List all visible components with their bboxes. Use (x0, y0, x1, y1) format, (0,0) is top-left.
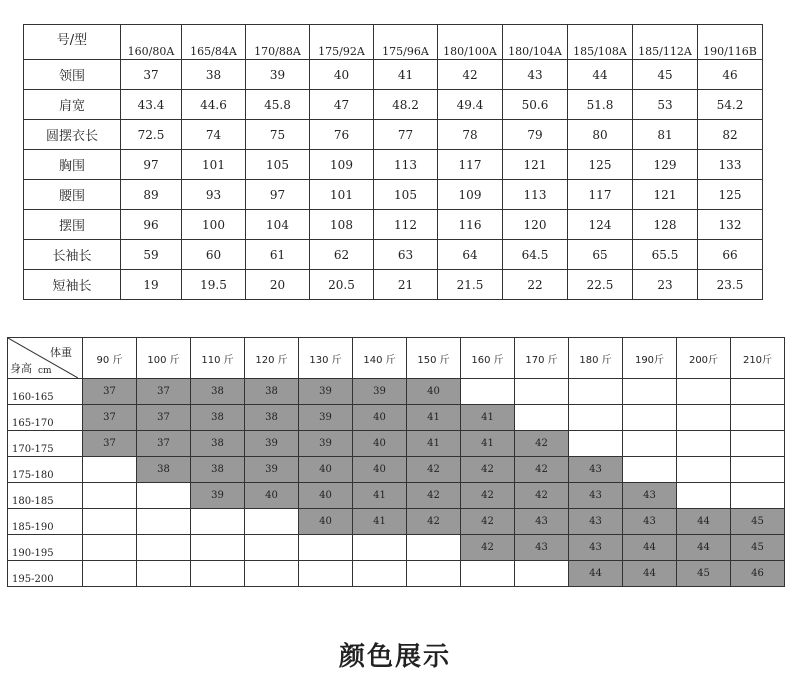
recommended-size-cell: 39 (245, 457, 299, 483)
recommended-size-cell (137, 483, 191, 509)
weight-column-header: 200斤 (677, 338, 731, 379)
recommended-size-cell: 42 (515, 483, 569, 509)
measurement-value: 116 (438, 210, 503, 240)
recommended-size-cell: 44 (569, 561, 623, 587)
size-row (24, 60, 763, 90)
measurement-label: 长袖长 (24, 240, 121, 270)
height-row (8, 483, 785, 509)
recommended-size-cell: 37 (137, 431, 191, 457)
measurement-value: 108 (310, 210, 374, 240)
recommended-size-cell (731, 457, 785, 483)
measurement-value: 47 (310, 90, 374, 120)
recommended-size-cell: 42 (461, 457, 515, 483)
measurement-value: 62 (310, 240, 374, 270)
weight-column-header: 110 斤 (191, 338, 245, 379)
recommended-size-cell: 42 (407, 483, 461, 509)
measurement-value: 54.2 (698, 90, 763, 120)
recommended-size-cell: 40 (407, 379, 461, 405)
recommended-size-cell (677, 431, 731, 457)
height-range-label: 175-180 (8, 457, 83, 483)
recommended-size-cell (137, 561, 191, 587)
recommended-size-cell: 42 (407, 457, 461, 483)
recommended-size-cell: 40 (299, 509, 353, 535)
measurement-value: 96 (121, 210, 182, 240)
recommended-size-cell: 45 (731, 509, 785, 535)
measurement-label: 肩宽 (24, 90, 121, 120)
recommended-size-cell: 42 (461, 483, 515, 509)
measurement-value: 19.5 (182, 270, 246, 300)
measurement-value: 21.5 (438, 270, 503, 300)
recommended-size-cell (515, 405, 569, 431)
recommended-size-cell: 44 (677, 509, 731, 535)
weight-column-header: 160 斤 (461, 338, 515, 379)
recommended-size-cell (677, 379, 731, 405)
measurement-value: 59 (121, 240, 182, 270)
measurement-value: 89 (121, 180, 182, 210)
measurement-value: 50.6 (503, 90, 568, 120)
recommended-size-cell (245, 535, 299, 561)
measurement-value: 45.8 (246, 90, 310, 120)
recommended-size-cell (731, 405, 785, 431)
height-row (8, 535, 785, 561)
recommended-size-cell: 37 (137, 379, 191, 405)
size-header-row (24, 25, 763, 60)
recommended-size-cell: 45 (731, 535, 785, 561)
recommended-size-cell: 41 (353, 483, 407, 509)
height-row (8, 431, 785, 457)
recommended-size-cell: 42 (515, 457, 569, 483)
recommended-size-cell: 43 (569, 483, 623, 509)
recommended-size-cell (623, 379, 677, 405)
measurement-value: 117 (568, 180, 633, 210)
measurement-value: 20.5 (310, 270, 374, 300)
recommended-size-cell (569, 431, 623, 457)
recommended-size-cell (515, 561, 569, 587)
measurement-value: 63 (374, 240, 438, 270)
measurement-value: 77 (374, 120, 438, 150)
recommended-size-cell: 40 (353, 431, 407, 457)
weight-column-header: 120 斤 (245, 338, 299, 379)
recommended-size-cell (299, 535, 353, 561)
measurement-value: 121 (633, 180, 698, 210)
recommended-size-cell: 38 (191, 405, 245, 431)
recommended-size-cell: 43 (623, 509, 677, 535)
measurement-value: 125 (568, 150, 633, 180)
measurement-value: 101 (310, 180, 374, 210)
recommended-size-cell: 44 (623, 561, 677, 587)
recommended-size-cell (407, 561, 461, 587)
measurement-label: 短袖长 (24, 270, 121, 300)
measurement-value: 74 (182, 120, 246, 150)
measurement-value: 21 (374, 270, 438, 300)
measurement-value: 117 (438, 150, 503, 180)
recommended-size-cell: 39 (299, 431, 353, 457)
recommended-size-cell (83, 483, 137, 509)
size-row (24, 180, 763, 210)
height-range-label: 170-175 (8, 431, 83, 457)
recommended-size-cell: 38 (245, 405, 299, 431)
recommended-size-cell: 37 (83, 379, 137, 405)
recommended-size-cell: 38 (191, 457, 245, 483)
size-column-header: 190/116B (698, 25, 763, 60)
recommended-size-cell (137, 509, 191, 535)
measurement-label: 领围 (24, 60, 121, 90)
size-column-header: 160/80A (121, 25, 182, 60)
size-recommendation-table (7, 337, 785, 587)
corner-diagonal (8, 338, 78, 378)
measurement-value: 124 (568, 210, 633, 240)
height-range-label: 185-190 (8, 509, 83, 535)
recommended-size-cell: 46 (731, 561, 785, 587)
measurement-value: 121 (503, 150, 568, 180)
height-row (8, 509, 785, 535)
recommended-size-cell (245, 509, 299, 535)
recommended-size-cell: 45 (677, 561, 731, 587)
recommended-size-cell (677, 457, 731, 483)
measurement-value: 113 (374, 150, 438, 180)
measurement-value: 100 (182, 210, 246, 240)
measurement-value: 66 (698, 240, 763, 270)
recommended-size-cell (83, 535, 137, 561)
recommended-size-cell (83, 457, 137, 483)
measurement-value: 112 (374, 210, 438, 240)
measurement-value: 48.2 (374, 90, 438, 120)
recommended-size-cell (191, 561, 245, 587)
measurement-value: 79 (503, 120, 568, 150)
weight-column-header: 130 斤 (299, 338, 353, 379)
size-row (24, 240, 763, 270)
recommended-size-cell: 40 (299, 483, 353, 509)
measurement-label: 圆摆衣长 (24, 120, 121, 150)
recommended-size-cell: 37 (137, 405, 191, 431)
measurement-value: 65.5 (633, 240, 698, 270)
size-column-header: 185/108A (568, 25, 633, 60)
measurement-value: 76 (310, 120, 374, 150)
height-range-label: 165-170 (8, 405, 83, 431)
height-range-label: 160-165 (8, 379, 83, 405)
measurement-value: 65 (568, 240, 633, 270)
measurement-value: 93 (182, 180, 246, 210)
recommended-size-cell: 43 (569, 457, 623, 483)
measurement-value: 113 (503, 180, 568, 210)
recommended-size-cell (731, 431, 785, 457)
recommended-size-cell: 39 (299, 405, 353, 431)
measurement-value: 97 (121, 150, 182, 180)
measurement-value: 41 (374, 60, 438, 90)
measurement-value: 39 (246, 60, 310, 90)
recommended-size-cell: 42 (461, 535, 515, 561)
measurement-label: 腰围 (24, 180, 121, 210)
weight-header-row (8, 338, 785, 379)
recommended-size-cell (623, 431, 677, 457)
measurement-value: 82 (698, 120, 763, 150)
measurement-value: 101 (182, 150, 246, 180)
recommended-size-cell: 38 (137, 457, 191, 483)
recommended-size-cell: 41 (461, 431, 515, 457)
recommended-size-cell (407, 535, 461, 561)
size-column-header: 180/104A (503, 25, 568, 60)
recommended-size-cell: 43 (623, 483, 677, 509)
recommended-size-cell: 37 (83, 431, 137, 457)
recommended-size-cell (731, 483, 785, 509)
size-column-header: 180/100A (438, 25, 503, 60)
weight-column-header: 210斤 (731, 338, 785, 379)
recommended-size-cell: 42 (515, 431, 569, 457)
measurement-value: 22.5 (568, 270, 633, 300)
recommended-size-cell: 40 (245, 483, 299, 509)
height-row (8, 405, 785, 431)
weight-column-header: 190斤 (623, 338, 677, 379)
measurement-value: 105 (374, 180, 438, 210)
recommended-size-cell (461, 379, 515, 405)
recommended-size-cell: 43 (569, 535, 623, 561)
recommended-size-cell (191, 535, 245, 561)
measurement-value: 51.8 (568, 90, 633, 120)
measurement-value: 109 (438, 180, 503, 210)
corner-cell (8, 338, 83, 379)
header-label: 号/型 (24, 25, 121, 60)
measurement-value: 23.5 (698, 270, 763, 300)
height-range-label: 190-195 (8, 535, 83, 561)
corner-weight-label: 体重 (50, 346, 72, 359)
height-row (8, 561, 785, 587)
recommended-size-cell (353, 561, 407, 587)
recommended-size-cell (299, 561, 353, 587)
measurement-value: 72.5 (121, 120, 182, 150)
measurement-value: 49.4 (438, 90, 503, 120)
size-column-header: 165/84A (182, 25, 246, 60)
measurement-label: 胸围 (24, 150, 121, 180)
measurement-label: 摆围 (24, 210, 121, 240)
measurement-value: 46 (698, 60, 763, 90)
recommended-size-cell: 39 (299, 379, 353, 405)
height-row (8, 379, 785, 405)
measurement-value: 40 (310, 60, 374, 90)
recommended-size-cell: 38 (245, 379, 299, 405)
height-range-label: 195-200 (8, 561, 83, 587)
measurement-value: 44.6 (182, 90, 246, 120)
measurement-value: 53 (633, 90, 698, 120)
recommended-size-cell (461, 561, 515, 587)
measurement-value: 20 (246, 270, 310, 300)
measurement-value: 43.4 (121, 90, 182, 120)
recommended-size-cell: 39 (353, 379, 407, 405)
recommended-size-cell: 43 (569, 509, 623, 535)
measurement-value: 81 (633, 120, 698, 150)
recommended-size-cell (137, 535, 191, 561)
size-column-header: 175/96A (374, 25, 438, 60)
recommended-size-cell (191, 509, 245, 535)
measurement-value: 43 (503, 60, 568, 90)
size-column-header: 170/88A (246, 25, 310, 60)
size-row (24, 150, 763, 180)
recommended-size-cell: 38 (191, 431, 245, 457)
measurement-value: 129 (633, 150, 698, 180)
weight-column-header: 180 斤 (569, 338, 623, 379)
corner-height-label: 身高 (10, 362, 32, 375)
measurement-value: 60 (182, 240, 246, 270)
size-row (24, 210, 763, 240)
recommended-size-cell (623, 457, 677, 483)
size-row (24, 270, 763, 300)
measurement-value: 75 (246, 120, 310, 150)
recommended-size-cell: 38 (191, 379, 245, 405)
measurement-value: 132 (698, 210, 763, 240)
weight-column-header: 150 斤 (407, 338, 461, 379)
recommended-size-cell (353, 535, 407, 561)
recommended-size-cell: 40 (353, 457, 407, 483)
recommended-size-cell: 43 (515, 535, 569, 561)
measurement-value: 109 (310, 150, 374, 180)
recommended-size-cell: 41 (407, 431, 461, 457)
recommended-size-cell: 39 (245, 431, 299, 457)
measurement-value: 64 (438, 240, 503, 270)
recommended-size-cell (731, 379, 785, 405)
measurement-value: 128 (633, 210, 698, 240)
measurement-value: 38 (182, 60, 246, 90)
recommended-size-cell: 42 (407, 509, 461, 535)
measurement-value: 19 (121, 270, 182, 300)
recommended-size-cell: 39 (191, 483, 245, 509)
measurement-value: 45 (633, 60, 698, 90)
recommended-size-cell (569, 379, 623, 405)
recommended-size-cell: 44 (677, 535, 731, 561)
size-column-header: 185/112A (633, 25, 698, 60)
recommended-size-cell (623, 405, 677, 431)
weight-column-header: 170 斤 (515, 338, 569, 379)
height-row (8, 457, 785, 483)
recommended-size-cell (677, 405, 731, 431)
measurement-value: 97 (246, 180, 310, 210)
recommended-size-cell: 41 (407, 405, 461, 431)
recommended-size-cell (515, 379, 569, 405)
recommended-size-cell (569, 405, 623, 431)
recommended-size-cell: 40 (353, 405, 407, 431)
measurement-value: 105 (246, 150, 310, 180)
measurement-value: 125 (698, 180, 763, 210)
height-range-label: 180-185 (8, 483, 83, 509)
recommended-size-cell (245, 561, 299, 587)
weight-column-header: 140 斤 (353, 338, 407, 379)
recommended-size-cell: 44 (623, 535, 677, 561)
measurement-value: 64.5 (503, 240, 568, 270)
recommended-size-cell: 40 (299, 457, 353, 483)
recommended-size-cell (677, 483, 731, 509)
corner-unit-label: cm (38, 366, 52, 376)
measurement-value: 22 (503, 270, 568, 300)
size-row (24, 120, 763, 150)
size-row (24, 90, 763, 120)
measurement-value: 37 (121, 60, 182, 90)
measurement-value: 120 (503, 210, 568, 240)
recommended-size-cell: 43 (515, 509, 569, 535)
measurement-value: 44 (568, 60, 633, 90)
recommended-size-cell: 41 (461, 405, 515, 431)
recommended-size-cell (83, 561, 137, 587)
measurement-value: 78 (438, 120, 503, 150)
measurement-value: 23 (633, 270, 698, 300)
measurement-value: 61 (246, 240, 310, 270)
recommended-size-cell: 37 (83, 405, 137, 431)
size-chart-table (23, 24, 763, 300)
size-column-header: 175/92A (310, 25, 374, 60)
weight-column-header: 90 斤 (83, 338, 137, 379)
measurement-value: 42 (438, 60, 503, 90)
recommended-size-cell: 41 (353, 509, 407, 535)
weight-column-header: 100 斤 (137, 338, 191, 379)
measurement-value: 80 (568, 120, 633, 150)
measurement-value: 133 (698, 150, 763, 180)
recommended-size-cell (83, 509, 137, 535)
recommended-size-cell: 42 (461, 509, 515, 535)
section-title: 颜色展示 (338, 642, 451, 672)
measurement-value: 104 (246, 210, 310, 240)
